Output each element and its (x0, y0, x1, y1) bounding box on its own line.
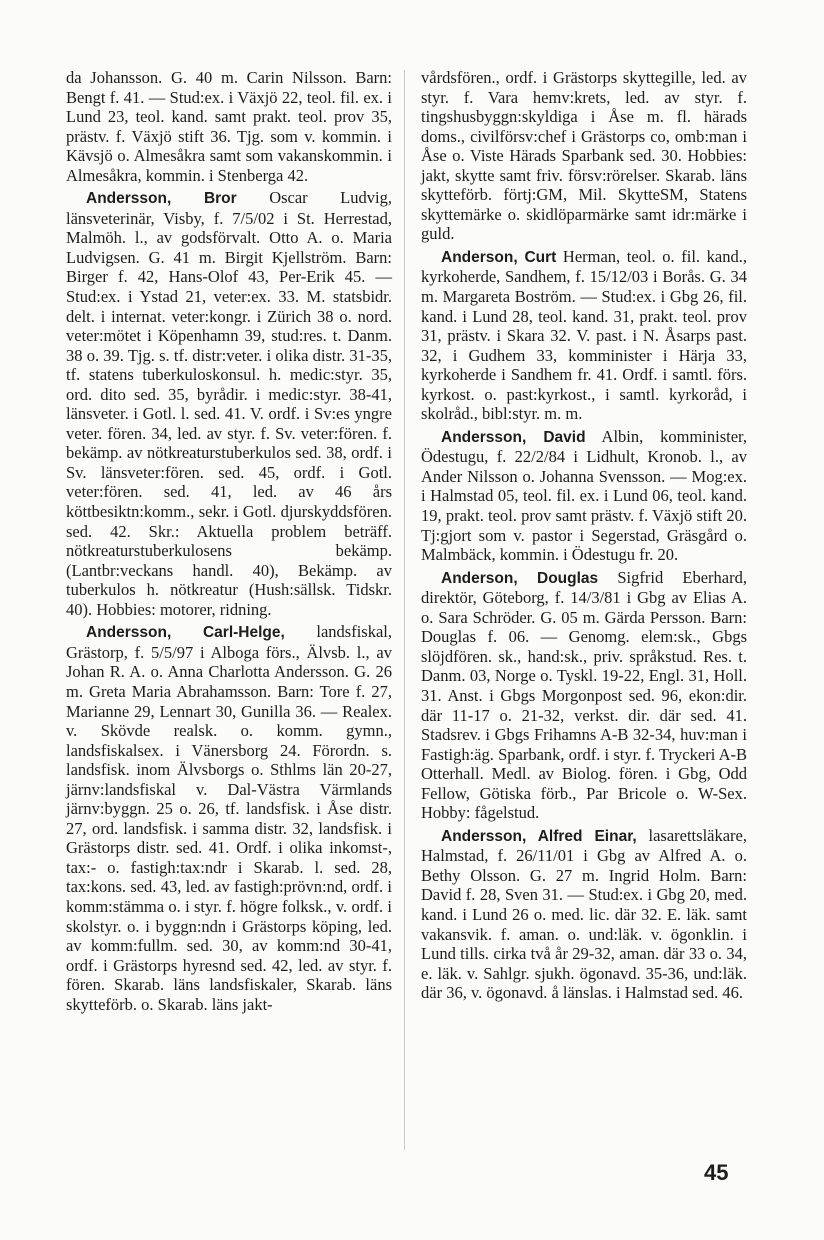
left-column (66, 68, 392, 1014)
entry-text: Herman, teol. o. fil. kand., kyrkoherde, Sandhem, f. 15/12/03 i Borås. G. 34 m. Margareta Boström. — Stud:ex. i Gbg 26, fil. kand. i Lund 28, teol. kand. 31, prakt. teol. prov 31, prästv. i Skara 32. V. past. i N. Åsarps past. 32, i Gudhem 33, komminister i Härja 33, kyrkoherde i Sandhem fr. 41. Ordf. i samtl. förs. kyrkost. o. past:kyrkost., i samtl. kyrkoråd, i skolråd., bibl:styr. m. m. (421, 246, 747, 424)
entry-headword: Anderson, Curt (441, 248, 557, 266)
right-column (421, 68, 747, 1003)
entry-headword: Anderson, Douglas (441, 569, 599, 587)
entry-andersson-bror (66, 188, 392, 619)
paragraph-continuation: vårdsfören., ordf. i Grästorps skyttegille, led. av styr. f. Vara hemv:krets, led. av styr. f. tingshusbyggn:skyldiga i Åse m. fl. härads doms., civilförsv:chef i Grästorps co, omb:man i Åse o. Viste Härads Sparbank sed. 30. Hobbies: jakt, skytte samt friv. försv:rörelser. Skarab. läns skytteförb. förtj:GM, Mil. SkytteSM, Statens skyttemärke o. skidlöparmärke samt idr:märke i guld. (421, 68, 747, 244)
entry-text: Sigfrid Eberhard, direktör, Göteborg, f. 14/3/81 i Gbg av Elias A. o. Sara Schröder. G. 05 m. Gärda Persson. Barn: Douglas f. 06. — Genomg. elem:sk., Gbgs slöjdfören. sk., hand:sk., priv. språkstud. Res. t. Danm. 03, Norge o. Tyskl. 19-22, Engl. 31, Holl. 31. Anst. i Gbgs Morgonpost sed. 96, ekon:dir. där 11-17 o. 21-32, verkst. dir. där sed. 41. Stadsrev. i Gbgs Frihamns A-B 32-34, huv:man i Fastigh:äg. Sparbank, ordf. i styr. f. Tryckeri A-B Otterhall. Medl. av Biolog. fören. i Gbg, Odd Fellow, Götiska förb., Par Bricole o. W-Sex. Hobby: fågelstud. (421, 567, 747, 823)
paragraph-continuation: da Johansson. G. 40 m. Carin Nilsson. Barn: Bengt f. 41. — Stud:ex. i Växjö 22, teol. fil. ex. i Lund 23, teol. kand. samt prakt. teol. prov 35, prästv. f. Växjö stift 36. Tjg. som v. kommin. i Kävsjö o. Almesåkra samt som vakanskommin. i Almesåkra, kommin. i Stenberga 42. (66, 68, 392, 185)
entry-headword: Andersson, Bror (86, 190, 237, 208)
column-divider (404, 70, 405, 1150)
entry-text: lasarettsläkare, Halmstad, f. 26/11/01 i Gbg av Alfred A. o. Bethy Olsson. G. 27 m. Ingrid Holm. Barn: David f. 28, Sven 31. — Stud:ex. i Gbg 20, med. kand. i Lund 26 o. med. lic. där 32. E. läk. samt vakansvik. f. aman. o. und:läk. v. ögonklin. i Lund tills. cirka två år 29-32, aman. där 33 o. 34, e. läk. v. Sahlgr. sjukh. ögonavd. 35-36, und:läk. där 36, v. ögonavd. å länslas. i Halmstad sed. 46. (421, 825, 747, 1003)
entry-headword: Andersson, Alfred Einar, (441, 827, 637, 845)
entry-andersson-einar (421, 826, 747, 1003)
entry-text: Albin, komminister, Ödestugu, f. 22/2/84 i Lidhult, Kronob. l., av Ander Nilsson o. Johanna Svensson. — Mog:ex. i Halmstad 05, teol. fil. ex. i Lund 06, teol. kand. 19, prakt. teol. prov samt prästv. f. Växjö stift 20. Tj:gjort som v. pastor i Segerstad, Gräsgård o. Malmbäck, kommin. i Ödestugu fr. 20. (421, 426, 747, 565)
entry-text: Oscar Ludvig, länsveterinär, Visby, f. 7/5/02 i St. Herrestad, Malmöh. l., av godsförvalt. Otto A. o. Maria Ludvigsen. G. 41 m. Birgit Kjellström. Barn: Birger f. 42, Hans-Olof 43, Per-Erik 45. — Stud:ex. i Ystad 21, veter:ex. 33. M. statsbidr. delt. i internat. veter:kongr. i Zürich 38 o. nord. veter:mötet i Köpenhamn 39, stud:res. t. Danm. 38 o. 39. Tjg. s. tf. distr:veter. i olika distr. 31-35, tf. statens tuberkuloskonsul. h. medic:styr. 35, ord. dito sed. 35, byrådir. i medic:styr. 38-41, länsveter. i Gotl. l. sed. 41. V. ordf. i Sv:es yngre veter. fören. 34, led. av styr. f. Sv. veter:fören. f. bekämp. av nötkreaturstuberkulos sed. 38, ordf. i Sv. länsveter:fören. sed. 45, ordf. i Gotl. veter:fören. sed. 41, led. av 46 års köttbesiktn:komm., sekr. i Gotl. djurskyddsfören. sed. 42. Skr.: Aktuella problem beträff. nötkreaturstuberkulosens bekämp. (Lantbr:veckans handl. 40), Bekämp. av tuberkulos h. nötkreatur (Hush:sällsk. Tidskr. 40). Hobbies: motorer, ridning. (66, 188, 392, 619)
entry-anderson-douglas (421, 568, 747, 823)
entry-andersson-carl-helge (66, 622, 392, 1014)
page-number: 45 (704, 1160, 729, 1185)
entry-text: landsfiskal, Grästorp, f. 5/5/97 i Alboga förs., Älvsb. l., av Johan R. A. o. Anna Charlotta Andersson. G. 26 m. Greta Maria Abrahamsson. Barn: Tore f. 27, Marianne 29, Lennart 30, Gunilla 36. — Realex. v. Skövde realsk. o. komm. gymn., landsfiskalsex. i Vänersborg 24. Förordn. s. landsfisk. inom Älvsborgs o. Sthlms län 20-27, järnv:landsfiskal v. Dal-Västra Värmlands järnv:byggn. 25 o. 26, tf. landsfisk. i Åse distr. 27, ord. landsfisk. i samma distr. 32, landsfisk. i Grästorps distr. sed. 41. Ordf. i olika inkomst-, tax:- o. fastigh:tax:ndr i Skarab. l. sed. 28, tax:kons. sed. 43, led. av fastigh:prövn:nd, ordf. i komm:stämma o. i styr. f. högre folksk., v. ordf. i skolstyr. o. i byggn:ndn i Grästorps köping, led. av komm:fullm. sed. 30, av komm:nd 30-41, ordf. i Grästorps hyresnd sed. 42, led. av styr. f. fören. Skarab. läns landsfiskaler, Skarab. läns skytteförb. o. Skarab. läns jakt- (66, 622, 392, 1014)
entry-headword: Andersson, David (441, 428, 586, 446)
entry-anderson-curt (421, 247, 747, 424)
entry-headword: Andersson, Carl-Helge, (86, 624, 285, 642)
entry-andersson-david (421, 427, 747, 565)
